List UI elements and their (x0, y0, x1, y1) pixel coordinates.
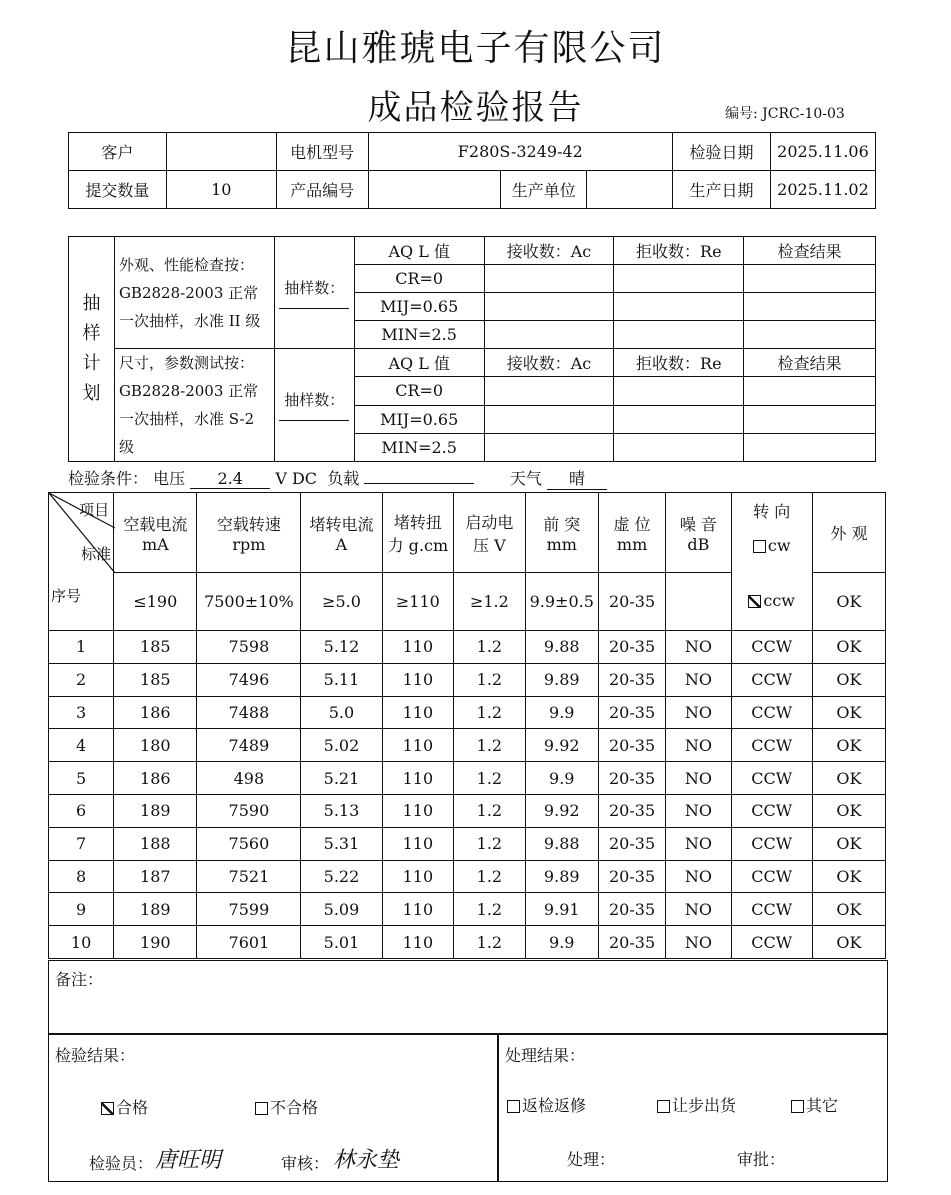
voltage-value: 2.4 (190, 469, 270, 489)
rework-label: 返检返修 (522, 1096, 587, 1115)
table-cell: 1.2 (454, 729, 525, 762)
table-cell: 20-35 (598, 794, 665, 827)
table-cell: 110 (382, 663, 454, 696)
table-cell: 110 (382, 696, 454, 729)
standard-cell: 9.9±0.5 (525, 573, 598, 631)
table-row (49, 663, 886, 696)
header-cell: 空载电流 mA (114, 493, 197, 573)
table-cell: NO (666, 827, 731, 860)
header-cell: 堵转扭力 g.cm (382, 493, 454, 573)
table-cell: NO (666, 631, 731, 664)
table-cell: 7560 (197, 827, 301, 860)
header-cell: 前 突 mm (525, 493, 598, 573)
table-cell: 9.91 (525, 893, 598, 926)
product-no-value (368, 171, 501, 209)
header-cell: 堵转电流 A (301, 493, 382, 573)
table-cell: 8 (49, 860, 114, 893)
table-row (49, 631, 886, 664)
ac-label-2: 接收数：Ac (484, 349, 614, 377)
table-cell: 498 (197, 762, 301, 795)
table-cell: 110 (382, 860, 454, 893)
table-cell: 190 (114, 926, 197, 959)
concession-checkbox[interactable] (657, 1100, 670, 1113)
table-cell: 20-35 (598, 926, 665, 959)
header-cell: 空载转速 rpm (197, 493, 301, 573)
concession-label: 让步出货 (672, 1096, 737, 1115)
table-cell: 188 (114, 827, 197, 860)
direction-cw (736, 536, 808, 555)
table-row (49, 762, 886, 795)
mij-1: MIJ=0.65 (354, 293, 484, 321)
table-cell: 9.89 (525, 663, 598, 696)
sampling-plan-1: 外观、性能检查按：GB2828-2003 正常一次抽样，水准 II 级 (114, 237, 274, 349)
table-cell: 9.88 (525, 827, 598, 860)
table-row (49, 794, 886, 827)
table-cell: 5.0 (301, 696, 382, 729)
weather-label: 天气 (509, 469, 542, 488)
table-cell: 1.2 (454, 631, 525, 664)
standard-cell: 7500±10% (197, 573, 301, 631)
table-cell: 1.2 (454, 762, 525, 795)
table-cell: 185 (114, 631, 197, 664)
table-cell: CCW (731, 762, 812, 795)
pass-label: 合格 (116, 1098, 149, 1117)
inspect-date-value: 2025.11.06 (770, 133, 875, 171)
table-cell: 20-35 (598, 762, 665, 795)
cr-1: CR=0 (354, 265, 484, 293)
table-cell: 20-35 (598, 631, 665, 664)
table-cell: OK (812, 893, 885, 926)
table-cell: NO (666, 860, 731, 893)
table-row (49, 696, 886, 729)
table-cell: NO (666, 696, 731, 729)
table-cell: 1.2 (454, 827, 525, 860)
prod-unit-label: 生产单位 (501, 171, 587, 209)
customer-value (166, 133, 276, 171)
table-cell: NO (666, 794, 731, 827)
table-cell: 20-35 (598, 893, 665, 926)
standard-cell: ≤190 (114, 573, 197, 631)
prod-unit-value (587, 171, 673, 209)
info-table (68, 132, 876, 209)
table-cell: 9.9 (525, 696, 598, 729)
table-cell: 7488 (197, 696, 301, 729)
ccw-checkbox[interactable] (748, 595, 761, 608)
table-row (49, 729, 886, 762)
sample-count-label: 抽样数： (284, 278, 345, 297)
table-cell: OK (812, 663, 885, 696)
table-cell: 5.12 (301, 631, 382, 664)
table-cell: 9.92 (525, 729, 598, 762)
motor-model-value: F280S-3249-42 (368, 133, 673, 171)
ccw-label: ccw (763, 591, 795, 610)
table-cell: CCW (731, 893, 812, 926)
inspector-label: 检验员： (89, 1154, 154, 1173)
other-option[interactable] (791, 1093, 838, 1116)
table-cell: 189 (114, 893, 197, 926)
table-cell: 186 (114, 696, 197, 729)
header-cell: 噪 音 dB (666, 493, 731, 573)
standard-cell: ≥110 (382, 573, 454, 631)
table-cell: 4 (49, 729, 114, 762)
table-cell: 3 (49, 696, 114, 729)
table-cell: 5.01 (301, 926, 382, 959)
table-row (49, 926, 886, 959)
table-cell: 7496 (197, 663, 301, 696)
table-cell: 1.2 (454, 794, 525, 827)
table-cell: 20-35 (598, 696, 665, 729)
cw-label: cw (767, 536, 791, 555)
table-cell: 20-35 (598, 729, 665, 762)
remarks-label: 备注： (55, 970, 104, 989)
table-cell: 2 (49, 663, 114, 696)
table-cell: 110 (382, 926, 454, 959)
cw-checkbox[interactable] (753, 540, 766, 553)
conditions-label: 检验条件： (68, 469, 149, 488)
other-checkbox[interactable] (791, 1100, 804, 1113)
direction-header: 转 向 (753, 502, 791, 521)
re-label-2: 拒收数：Re (614, 349, 744, 377)
table-cell: 110 (382, 729, 454, 762)
voltage-label: 电压 (153, 469, 186, 488)
sample-count-1 (274, 237, 354, 349)
re-label-1: 拒收数：Re (614, 237, 744, 265)
table-cell: 185 (114, 663, 197, 696)
divider (497, 1033, 499, 1181)
fail-label: 不合格 (270, 1098, 319, 1117)
table-cell: 7598 (197, 631, 301, 664)
corner-cell (49, 493, 114, 631)
sample-count-2 (274, 349, 354, 462)
rework-checkbox[interactable] (507, 1100, 520, 1113)
table-cell: 7489 (197, 729, 301, 762)
direction-ccw (736, 591, 808, 610)
prod-date-value: 2025.11.02 (770, 171, 875, 209)
table-row (49, 827, 886, 860)
table-cell: 187 (114, 860, 197, 893)
reviewer-signature: 林永垫 (333, 1148, 400, 1173)
table-cell: 20-35 (598, 663, 665, 696)
table-cell: 1.2 (454, 926, 525, 959)
table-cell: OK (812, 827, 885, 860)
table-cell: 5.31 (301, 827, 382, 860)
table-cell: CCW (731, 860, 812, 893)
table-cell: 9.92 (525, 794, 598, 827)
load-value (364, 483, 474, 484)
table-cell: OK (812, 729, 885, 762)
corner-std: 标准 (81, 545, 112, 563)
divider (49, 1033, 887, 1035)
table-row (49, 893, 886, 926)
report-title: 成品检验报告 (367, 88, 584, 128)
prod-date-label: 生产日期 (673, 171, 771, 209)
table-cell: 10 (49, 926, 114, 959)
table-cell: 110 (382, 762, 454, 795)
corner-item: 项目 (79, 501, 110, 519)
table-cell: 7599 (197, 893, 301, 926)
table-cell: 110 (382, 893, 454, 926)
load-label: 负载 (327, 469, 360, 488)
approver-label: 审批： (737, 1150, 786, 1169)
aql-label-2: AQ L 值 (354, 349, 484, 377)
result-label-2: 检查结果 (744, 349, 876, 377)
table-cell: 1.2 (454, 696, 525, 729)
other-label: 其它 (806, 1096, 839, 1115)
table-row (49, 860, 886, 893)
table-cell: 7601 (197, 926, 301, 959)
table-cell: 110 (382, 794, 454, 827)
table-cell: CCW (731, 663, 812, 696)
table-cell: 1.2 (454, 893, 525, 926)
min-1: MIN=2.5 (354, 321, 484, 349)
standard-cell: 20-35 (598, 573, 665, 631)
sampling-table (68, 236, 876, 462)
cr-2: CR=0 (354, 377, 484, 405)
document-number: 编号: JCRC-10-03 (725, 106, 845, 122)
result-label-1: 检查结果 (744, 237, 876, 265)
header-cell: 外 观 (812, 493, 885, 573)
table-cell: NO (666, 926, 731, 959)
table-cell: 7521 (197, 860, 301, 893)
aql-label-1: AQ L 值 (354, 237, 484, 265)
table-cell: 110 (382, 631, 454, 664)
table-cell: CCW (731, 729, 812, 762)
table-cell: 186 (114, 762, 197, 795)
concession-option[interactable] (657, 1093, 736, 1116)
table-cell: CCW (731, 794, 812, 827)
standard-cell: ≥5.0 (301, 573, 382, 631)
reviewer-label: 审核： (281, 1154, 330, 1173)
table-cell: 5.13 (301, 794, 382, 827)
voltage-unit: V DC (275, 469, 318, 488)
table-cell: 5.22 (301, 860, 382, 893)
table-cell: OK (812, 762, 885, 795)
inspect-date-label: 检验日期 (673, 133, 771, 171)
table-cell: CCW (731, 631, 812, 664)
pass-checkbox[interactable] (101, 1102, 114, 1115)
standard-cell: OK (812, 573, 885, 631)
table-cell: 9.9 (525, 926, 598, 959)
table-cell: CCW (731, 827, 812, 860)
inspection-conditions (68, 466, 607, 490)
table-cell: 5.11 (301, 663, 382, 696)
table-cell: 180 (114, 729, 197, 762)
standard-cell (666, 573, 731, 631)
table-cell: 1 (49, 631, 114, 664)
table-cell: 20-35 (598, 827, 665, 860)
table-cell: OK (812, 860, 885, 893)
table-cell: NO (666, 729, 731, 762)
table-cell: NO (666, 893, 731, 926)
table-cell: 7590 (197, 794, 301, 827)
result-label: 检验结果： (55, 1046, 136, 1065)
data-rows (49, 631, 886, 959)
standard-cell: ≥1.2 (454, 573, 525, 631)
table-cell: 9.89 (525, 860, 598, 893)
table-cell: 7 (49, 827, 114, 860)
table-cell: CCW (731, 926, 812, 959)
qty-value: 10 (166, 171, 276, 209)
sampling-side-label: 抽 样 计 划 (69, 237, 115, 462)
handler-label: 处理： (567, 1150, 616, 1169)
direction-cell (731, 493, 812, 631)
table-cell: NO (666, 663, 731, 696)
ac-label-1: 接收数：Ac (484, 237, 614, 265)
test-results-table (48, 492, 886, 959)
table-cell: OK (812, 926, 885, 959)
table-cell: 6 (49, 794, 114, 827)
mij-2: MIJ=0.65 (354, 405, 484, 433)
table-cell: 1.2 (454, 860, 525, 893)
sampling-plan-2: 尺寸，参数测试按：GB2828-2003 正常一次抽样，水准 S-2 级 (114, 349, 274, 462)
min-2: MIN=2.5 (354, 433, 484, 461)
bottom-section (48, 960, 888, 1182)
table-cell: 9 (49, 893, 114, 926)
customer-label: 客户 (69, 133, 167, 171)
company-name: 昆山雅琥电子有限公司 (285, 28, 666, 69)
sample-count-label: 抽样数： (284, 391, 345, 409)
rework-option[interactable] (507, 1093, 586, 1116)
fail-checkbox[interactable] (255, 1102, 268, 1115)
table-cell: 20-35 (598, 860, 665, 893)
corner-no: 序号 (51, 587, 82, 605)
process-label: 处理结果： (505, 1046, 586, 1065)
table-cell: 9.88 (525, 631, 598, 664)
table-cell: 110 (382, 827, 454, 860)
header-cell: 启动电压 V (454, 493, 525, 573)
table-cell: OK (812, 631, 885, 664)
table-cell: NO (666, 762, 731, 795)
table-cell: OK (812, 794, 885, 827)
table-cell: 9.9 (525, 762, 598, 795)
table-cell: 5.09 (301, 893, 382, 926)
qty-label: 提交数量 (69, 171, 167, 209)
table-cell: 5.02 (301, 729, 382, 762)
table-cell: 1.2 (454, 663, 525, 696)
table-cell: CCW (731, 696, 812, 729)
pass-option[interactable] (101, 1095, 148, 1118)
motor-model-label: 电机型号 (276, 133, 368, 171)
inspector-signature: 唐旺明 (155, 1148, 222, 1173)
table-cell: OK (812, 696, 885, 729)
product-no-label: 产品编号 (276, 171, 368, 209)
table-cell: 5 (49, 762, 114, 795)
table-cell: 5.21 (301, 762, 382, 795)
header-cell: 虚 位 mm (598, 493, 665, 573)
fail-option[interactable] (255, 1095, 318, 1118)
weather-value: 晴 (547, 466, 607, 490)
table-cell: 189 (114, 794, 197, 827)
